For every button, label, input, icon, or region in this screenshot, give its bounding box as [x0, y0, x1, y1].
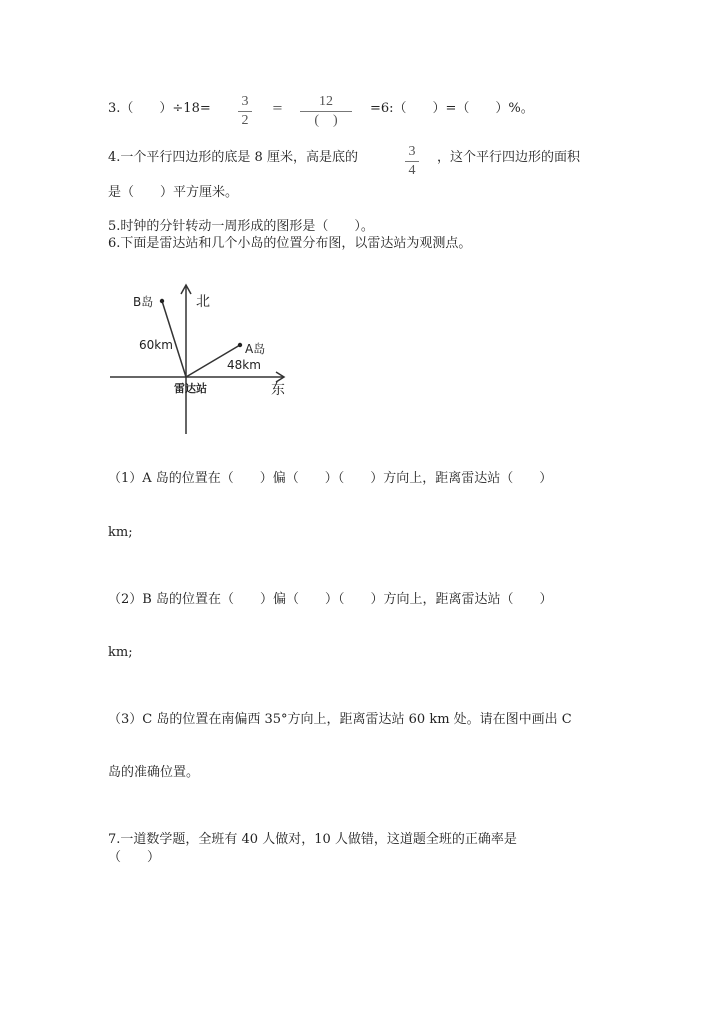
q3-frac1-denominator: 2: [241, 113, 249, 128]
q6-sub1: （1）A 岛的位置在（ ）偏（ ）（ ）方向上，距离雷达站（ ）: [108, 471, 553, 486]
q3-frac2-denominator: ( ): [314, 113, 338, 128]
q3-fraction-2: [300, 94, 352, 129]
east-label: 东: [271, 382, 285, 398]
q6-sub3-line1: （3）C 岛的位置在南偏西 35°方向上，距离雷达站 60 km 处。请在图中画出 C: [108, 712, 572, 727]
q3-equals: =: [272, 101, 283, 116]
q3-part1: 3.（ ）÷18=: [108, 101, 211, 116]
a-island-label: A岛: [245, 342, 266, 356]
a-distance-label: 48km: [227, 358, 261, 372]
q4-line2: 是（ ）平方厘米。: [108, 185, 239, 200]
q3-part2: =6:（ ）=（ ）%。: [370, 101, 534, 116]
q6-sub2-unit: km;: [108, 645, 133, 660]
q3-frac1-numerator: 3: [241, 94, 249, 109]
q3-frac2-bar: [300, 111, 352, 112]
q3-frac1-bar: [238, 111, 252, 112]
q5-text: 5.时钟的分针转动一周形成的图形是（ ）。: [108, 219, 374, 234]
station-label: 雷达站: [174, 382, 207, 395]
q4-line1-b: ，这个平行四边形的面积: [437, 150, 581, 165]
q3-frac2-numerator: 12: [319, 94, 333, 109]
q7-line2: （ ）: [108, 850, 161, 865]
q4-line1-a: 4.一个平行四边形的底是 8 厘米，高是底的: [108, 150, 358, 165]
q6-sub3-line2: 岛的准确位置。: [108, 765, 200, 780]
q3-fraction-1: [238, 94, 252, 129]
b-island-point: [160, 299, 164, 303]
q6-sub2: （2）B 岛的位置在（ ）偏（ ）（ ）方向上，距离雷达站（ ）: [108, 592, 553, 607]
q6-intro: 6.下面是雷达站和几个小岛的位置分布图，以雷达站为观测点。: [108, 236, 472, 251]
b-island-label: B岛: [133, 295, 154, 309]
q4-frac-numerator: 3: [408, 144, 416, 159]
radar-map-diagram: [108, 282, 308, 442]
q4-frac-bar: [405, 161, 419, 162]
b-distance-label: 60km: [139, 338, 173, 352]
q4-fraction: [405, 144, 419, 179]
q6-sub1-unit: km;: [108, 525, 133, 540]
a-island-point: [238, 343, 242, 347]
north-label: 北: [196, 294, 210, 310]
q4-frac-denominator: 4: [408, 163, 416, 178]
q7-line1: 7.一道数学题，全班有 40 人做对，10 人做错，这道题全班的正确率是: [108, 832, 517, 847]
